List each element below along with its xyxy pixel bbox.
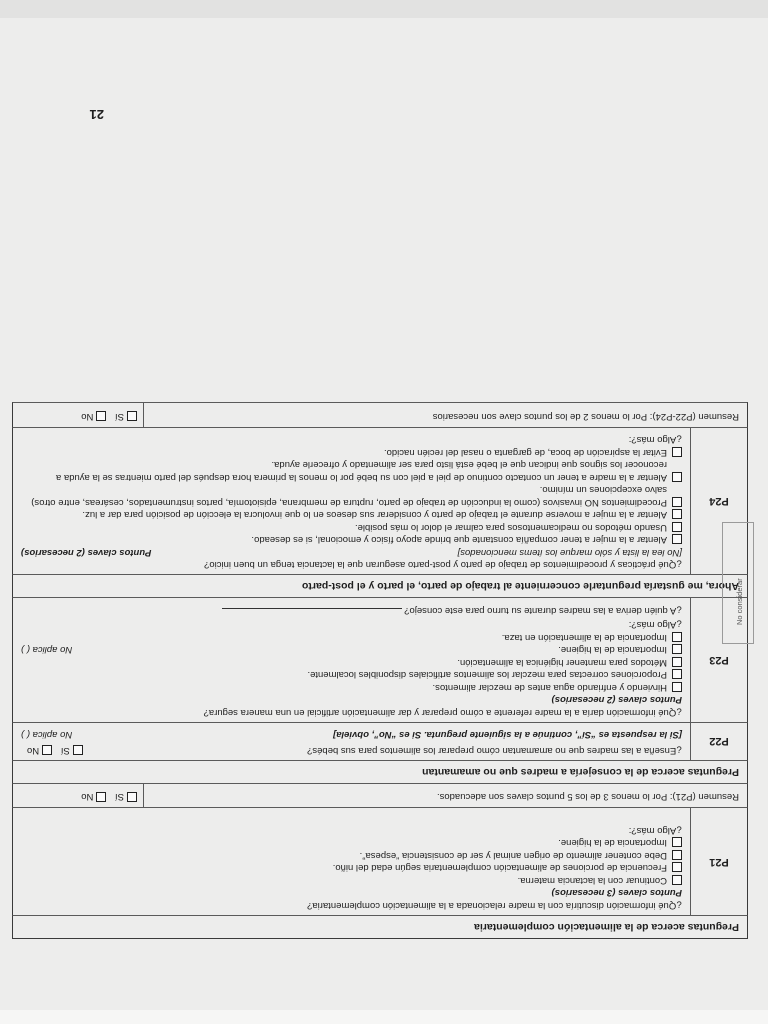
option-label: Alentar a la mujer a moverse durante el trabajo de parto y considerar sus deseos en lo que involucra la elección de posición para dar a luz. <box>82 509 667 521</box>
yes-no-box <box>13 784 144 808</box>
instruction-line <box>21 545 682 558</box>
option-label: Importancia de la higiene. <box>558 644 667 656</box>
option-item <box>21 836 682 849</box>
questionnaire-table <box>12 402 748 939</box>
question-row-p23 <box>12 597 748 722</box>
checkbox[interactable] <box>672 657 682 667</box>
algo-mas-label: ¿Algo más?: <box>628 619 682 631</box>
question-row-p21 <box>12 808 748 916</box>
checkbox[interactable] <box>672 497 682 507</box>
checkbox[interactable] <box>672 644 682 654</box>
side-note-text: No considerar <box>735 578 744 625</box>
not-apply-label: No aplica ( ) <box>21 644 73 656</box>
question-body <box>13 809 690 916</box>
option-label: Importancia de la alimentación en taza. <box>501 631 667 643</box>
checkbox[interactable] <box>73 745 83 755</box>
checkbox[interactable] <box>672 838 682 848</box>
answer-line[interactable] <box>222 608 402 618</box>
checkbox[interactable] <box>672 682 682 692</box>
section-title-parto: Ahora, me gustaría preguntarle concerniente al trabajo de parto, el parto y el post-parto <box>12 574 748 597</box>
option-with-note <box>21 643 682 656</box>
yes-option[interactable]: Sí <box>115 411 137 422</box>
option-label: Continuar con la lactancia materna. <box>517 875 667 886</box>
yes-no-box <box>13 403 144 427</box>
option-label: Hirviendo y enfriando agua antes de mezclar alimentos. <box>432 681 667 693</box>
option-label: Procedimientos NO invasivos (como la inducción de trabajo de parto, ruptura de membrana, episiotomía, partos instrumentados, cesáreas, entre otros) salvo excepciones un mínimo. <box>31 484 667 508</box>
key-points-label: Puntos claves (2 necesarios) <box>551 694 682 706</box>
summary-text: Resumen (P21): Por lo menos 3 de los 5 puntos claves son adecuados. <box>436 791 739 803</box>
instruction-line <box>21 728 682 741</box>
option-item <box>21 668 682 681</box>
option-label: Alentar a la mujer a tener compañía constante que brinde apoyo físico y emocional, si es deseado. <box>251 534 667 546</box>
checkbox[interactable] <box>672 534 682 544</box>
question-body <box>13 598 690 722</box>
checkbox[interactable] <box>672 850 682 860</box>
checkbox[interactable] <box>672 509 682 519</box>
summary-text: Resumen (P22-P24): Por lo menos 2 de los puntos clave son necesarios <box>432 410 739 422</box>
option-label: Debe contener alimento de origen animal y ser de consistencia “espesa”. <box>359 850 667 861</box>
checkbox[interactable] <box>42 745 52 755</box>
option-item <box>21 508 682 521</box>
option-item <box>558 643 682 656</box>
scan-edge-bottom <box>0 0 768 18</box>
no-option[interactable]: No <box>27 744 52 757</box>
option-label: Evitar la aspiración de boca, de garganta o nasal del recién nacido. <box>383 446 667 458</box>
question-id: P22 <box>690 723 747 760</box>
yes-option[interactable]: Sí <box>115 792 137 803</box>
yes-no-box <box>21 740 83 756</box>
question-text: ¿Enseña a las madres que no amamantan cómo preparar los alimentos para sus bebés? <box>307 745 682 756</box>
checkbox[interactable] <box>672 632 682 642</box>
summary-row-p22-p24 <box>12 402 748 427</box>
option-item <box>21 861 682 874</box>
page-number: 21 <box>89 107 104 122</box>
answer-space <box>21 814 682 824</box>
checkbox[interactable] <box>127 411 137 421</box>
yes-option[interactable]: Sí <box>61 744 83 757</box>
question-text: ¿Qué información discutiría con la madre relacionada a la alimentación complementaria? <box>307 900 682 911</box>
side-note-box <box>722 522 754 644</box>
derive-question: ¿A quién deriva a las madres durante su turno para este consejo? <box>21 603 682 618</box>
key-points-label: Puntos claves (3 necesarios) <box>551 887 682 899</box>
not-apply-label: No aplica ( ) <box>21 729 73 741</box>
option-item <box>21 655 682 668</box>
question-text: ¿Qué información daría a la madre referente a cómo preparar y dar alimentación artificial en una manera segura? <box>203 706 682 718</box>
algo-mas-label: ¿Algo más?: <box>628 825 682 836</box>
option-item <box>21 483 682 508</box>
option-item <box>21 445 682 458</box>
question-body <box>13 428 690 575</box>
question-id: P21 <box>690 809 747 916</box>
checkbox[interactable] <box>127 792 137 802</box>
option-label: Usando métodos no medicamentosos para calmar el dolor lo más posible. <box>354 521 667 533</box>
section-title-complementaria: Preguntas acerca de la alimentación complementaria <box>12 915 748 939</box>
option-item <box>21 520 682 533</box>
summary-row-p21 <box>12 783 748 808</box>
question-line <box>21 740 682 756</box>
checkbox[interactable] <box>672 863 682 873</box>
checkbox[interactable] <box>672 472 682 482</box>
section-title-no-amamantan: Preguntas acerca de la consejería a madres que no amamantan <box>12 760 748 783</box>
no-option[interactable]: No <box>81 411 106 422</box>
checkbox[interactable] <box>672 669 682 679</box>
algo-mas-label: ¿Algo más?: <box>628 434 682 446</box>
option-label: Métodos para mantener higiénica la alimentación. <box>457 656 667 668</box>
option-item <box>21 533 682 546</box>
option-item <box>21 849 682 862</box>
option-item <box>21 680 682 693</box>
no-option[interactable]: No <box>81 792 106 803</box>
question-id: P23 <box>690 598 747 722</box>
checkbox[interactable] <box>672 447 682 457</box>
option-label: Alentar a la madre a tener un contacto continuo de piel a piel con su bebé por lo menos la primera hora después del parto mientras se la ayuda a reconocer los signos que indican que el bebé está listo para ser alimentado y ofrecerle ayuda. <box>55 459 667 483</box>
option-item <box>21 458 682 483</box>
checkbox[interactable] <box>96 792 106 802</box>
checkbox[interactable] <box>672 875 682 885</box>
question-row-p22 <box>12 722 748 760</box>
key-points-label: Puntos claves (2 necesarios) <box>21 546 152 558</box>
option-label: Proporciones correctas para mezclar los alimentos artificiales disponibles localmente. <box>307 669 667 681</box>
instruction-text: [No lea la lista y sólo marque los ítems mencionados] <box>457 546 682 558</box>
scan-edge-top <box>0 1010 768 1024</box>
question-body <box>13 723 690 760</box>
option-label: Importancia de la higiene. <box>558 837 667 849</box>
instruction-text: [Si la respuesta es “Sí”, continúe a la siguiente pregunta. Si es “No”, obviela] <box>333 729 682 741</box>
option-item <box>21 874 682 887</box>
checkbox[interactable] <box>96 411 106 421</box>
question-row-p24 <box>12 427 748 575</box>
checkbox[interactable] <box>672 522 682 532</box>
question-id: P24 <box>690 428 747 575</box>
option-label: Frecuencia de porciones de alimentación complementaria según edad del niño. <box>332 862 667 874</box>
option-item <box>21 630 682 643</box>
question-text: ¿Qué prácticas y procedimientos de trabajo de parto y post-parto aseguran que la lactancia tenga un buen inicio? <box>204 559 682 571</box>
